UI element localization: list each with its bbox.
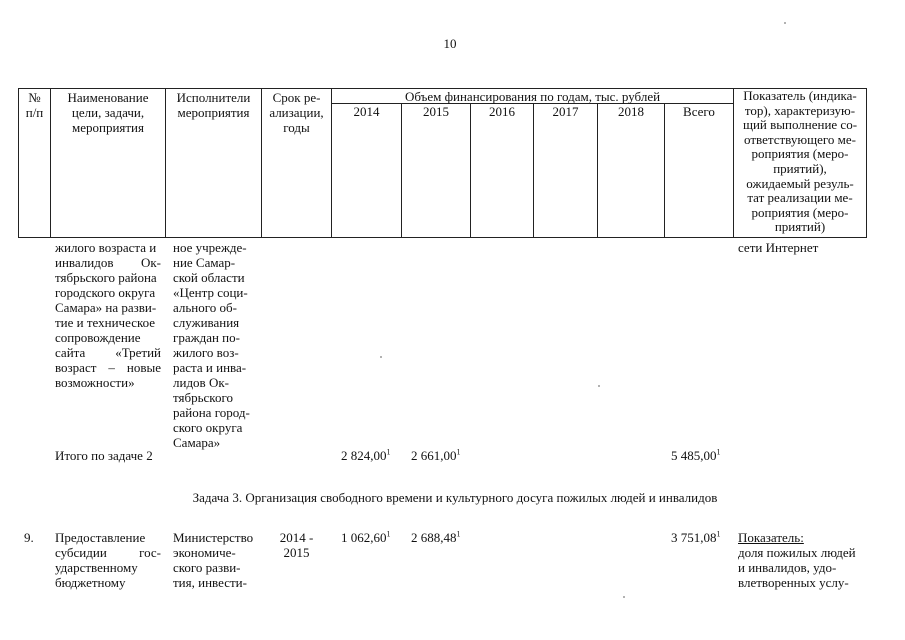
row9-number: 9. xyxy=(24,530,34,545)
scan-speck xyxy=(380,356,382,358)
scan-speck xyxy=(784,22,786,24)
total-all: 5 485,00$^1$ xyxy=(671,447,721,463)
cont-name-cell: жилого возраста и инвалидов Ок- тябрьского района городского округа Самара» на разви- тие и техническое сопровождение сайта «Третий возраст – новые возможности» xyxy=(55,240,161,390)
vline-9 xyxy=(664,103,665,238)
header-year-2015: 2015 xyxy=(423,104,449,119)
scan-speck xyxy=(623,596,625,598)
header-num: № п/п xyxy=(25,90,44,120)
vline-6 xyxy=(470,103,471,238)
row9-total: 3 751,08$^1$ xyxy=(671,529,721,545)
header-term: Срок ре- ализации, годы xyxy=(269,90,324,135)
header-executors: Исполнители мероприятия xyxy=(176,90,251,120)
row9-term-cell: 2014 - 2015 xyxy=(279,530,314,560)
header-year-2014: 2014 xyxy=(353,104,380,119)
header-year-2016: 2016 xyxy=(489,104,515,119)
cont-indicator-cell: сети Интернет xyxy=(738,240,819,255)
header-year-2018: 2018 xyxy=(618,104,644,119)
row9-indicator-label: Показатель: xyxy=(738,530,804,545)
header-funding-title: Объем финансирования по годам, тыс. рублей xyxy=(404,89,661,104)
scan-speck xyxy=(598,385,600,387)
header-name: Наименование цели, задачи, мероприятия xyxy=(67,90,149,135)
vline-right xyxy=(866,88,867,238)
row9-executor-cell: Министерство экономиче- ского разви- тия, инвести- xyxy=(173,530,254,590)
row9-2015: 2 688,48$^1$ xyxy=(411,529,461,545)
vline-5 xyxy=(401,103,402,238)
header-bottom-border xyxy=(18,237,866,238)
page-number: 10 xyxy=(443,36,457,51)
header-indicator: Показатель (индика- тор), характеризую- щий выполнение со- ответствующего ме- роприятия (меро- приятий), ожидаемый резуль- тат реализации ме- роприятия (меро- приятий) xyxy=(742,88,858,235)
row9-2014: 1 062,60$^1$ xyxy=(341,529,391,545)
header-year-2017: 2017 xyxy=(552,104,579,119)
task3-heading: Задача 3. Организация свободного времени и культурного досуга пожилых людей и инвалидов xyxy=(192,490,718,505)
total-label: Итого по задаче 2 xyxy=(55,448,153,463)
vline-7 xyxy=(533,103,534,238)
total-2015: 2 661,00$^1$ xyxy=(411,447,461,463)
cont-executor-cell: ное учрежде- ние Самар- ской области «Центр соци- ального об- служивания граждан по- жилого воз- раста и инва- лидов Ок- тябрьского района город- ского округа Самара» xyxy=(173,240,250,450)
total-2014: 2 824,00$^1$ xyxy=(341,447,391,463)
row9-name-cell: Предоставление субсидии гос- ударственному бюджетному xyxy=(55,530,161,590)
row9-indicator-cell: Показатель: доля пожилых людей и инвалидов, удо- влетворенных услу- xyxy=(738,530,856,590)
vline-8 xyxy=(597,103,598,238)
header-total: Всего xyxy=(683,104,715,119)
